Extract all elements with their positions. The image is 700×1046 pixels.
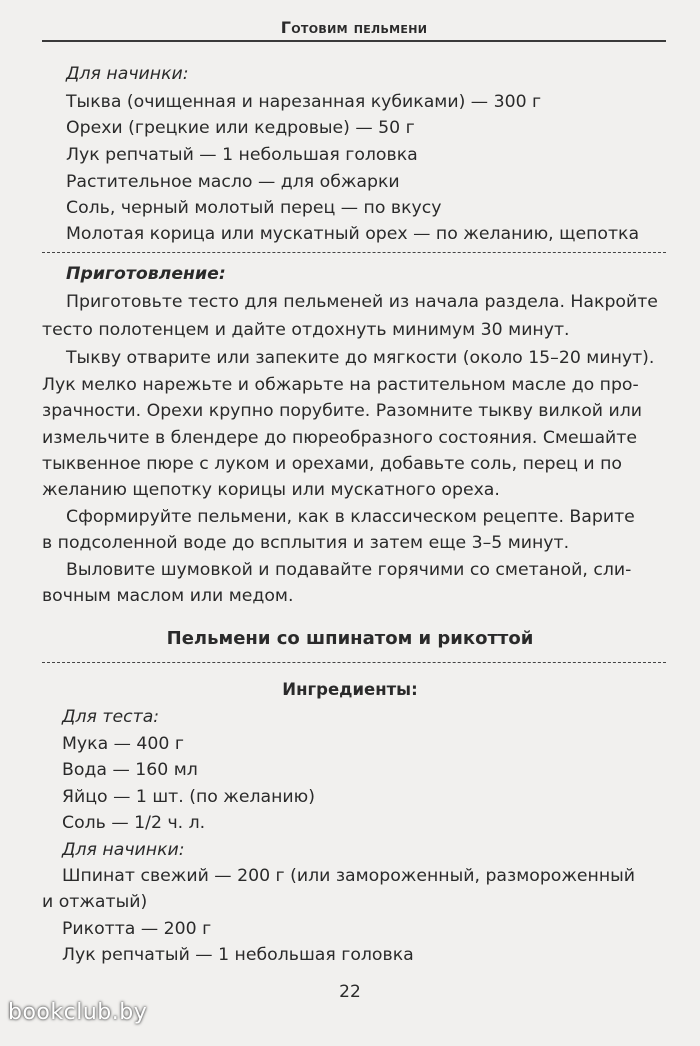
paragraph-line: Приготовьте тесто для пельменей из начала раздела. Накройте xyxy=(66,292,658,312)
filling-label: Для начинки: xyxy=(62,840,185,860)
ingredient-line: Орехи (грецкие или кедровые) — 50 г xyxy=(66,118,415,138)
ingredient-line: Мука — 400 г xyxy=(62,734,184,754)
ingredient-line: Лук репчатый — 1 небольшая головка xyxy=(62,945,414,965)
paragraph-line: желанию щепотку корицы или мускатного ореха. xyxy=(42,480,500,500)
ingredient-line: Рикотта — 200 г xyxy=(62,919,212,939)
ingredients-heading: Ингредиенты: xyxy=(282,680,418,699)
ingredient-line: Тыква (очищенная и нарезанная кубиками) — 300 г xyxy=(66,92,542,112)
preparation-label: Приготовление: xyxy=(66,264,226,284)
paragraph-line: Тыкву отварите или запеките до мягкости (около 15–20 минут). xyxy=(66,348,655,368)
ingredient-line: Соль, черный молотый перец — по вкусу xyxy=(66,198,442,218)
paragraph-line: тыквенное пюре с луком и орехами, добавьте соль, перец и по xyxy=(42,454,622,474)
recipe-title: Пельмени со шпинатом и рикоттой xyxy=(166,628,534,649)
ingredient-line: Соль — 1/2 ч. л. xyxy=(62,813,206,833)
paragraph-line: тесто полотенцем и дайте отдохнуть минимум 30 минут. xyxy=(42,320,570,340)
ingredient-line: Растительное масло — для обжарки xyxy=(66,172,400,192)
section-divider xyxy=(42,662,666,663)
header-rule xyxy=(42,40,666,42)
running-header: Готовим пельмени xyxy=(280,18,428,37)
ingredient-line: Яйцо — 1 шт. (по желанию) xyxy=(62,787,315,807)
dough-label: Для теста: xyxy=(62,707,160,727)
ingredient-line: Молотая корица или мускатный орех — по желанию, щепотка xyxy=(66,224,640,244)
paragraph-line: зрачности. Орехи крупно порубите. Разомните тыкву вилкой или xyxy=(42,401,643,421)
ingredient-line: Вода — 160 мл xyxy=(62,760,198,780)
filling-label: Для начинки: xyxy=(66,64,189,84)
paragraph-line: Сформируйте пельмени, как в классическом рецепте. Варите xyxy=(66,507,635,527)
paragraph-line: в подсоленной воде до всплытия и затем еще 3–5 минут. xyxy=(42,533,570,553)
paragraph-line: измельчите в блендере до пюреобразного состояния. Смешайте xyxy=(42,428,637,448)
paragraph-line: Выловите шумовкой и подавайте горячими со сметаной, сли- xyxy=(66,560,632,580)
ingredient-line: Лук репчатый — 1 небольшая головка xyxy=(66,145,418,165)
watermark: bookclub.by xyxy=(8,1000,148,1025)
paragraph-line: Лук мелко нарежьте и обжарьте на растительном масле до про- xyxy=(42,375,639,395)
page-number: 22 xyxy=(339,982,361,1002)
section-divider xyxy=(42,252,666,253)
paragraph-line: вочным маслом или медом. xyxy=(42,586,294,606)
ingredient-line: Шпинат свежий — 200 г (или замороженный, размороженный xyxy=(62,866,636,886)
ingredient-line: и отжатый) xyxy=(42,892,148,912)
